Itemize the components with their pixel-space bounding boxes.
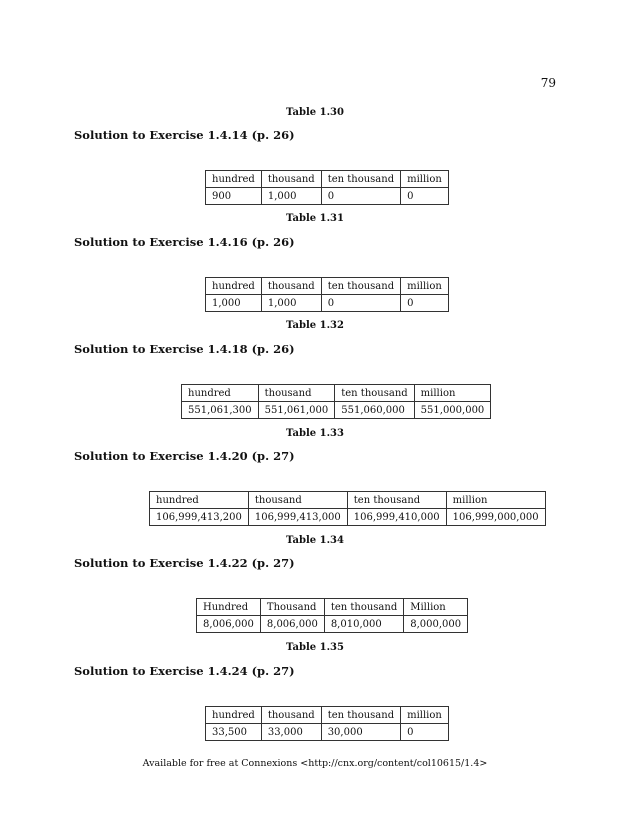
value-cell: 0 — [321, 295, 400, 312]
header-cell: hundred — [150, 492, 249, 509]
header-cell: thousand — [261, 707, 321, 724]
value-cell: 1,000 — [261, 295, 321, 312]
value-cell: 551,061,000 — [258, 402, 335, 419]
header-cell: hundred — [206, 171, 262, 188]
header-cell: ten thousand — [335, 385, 414, 402]
table-caption: Table 1.35 — [286, 642, 344, 653]
value-cell: 33,000 — [261, 724, 321, 741]
header-cell: Million — [404, 599, 468, 616]
page-footer: Available for free at Connexions <http://cnx.org/content/col10615/1.4> — [142, 758, 488, 769]
header-cell: million — [414, 385, 491, 402]
table-header-row — [206, 707, 449, 724]
header-cell: ten thousand — [321, 171, 400, 188]
value-cell: 8,010,000 — [324, 616, 403, 633]
value-cell: 33,500 — [206, 724, 262, 741]
solution-table — [205, 277, 449, 312]
header-cell: ten thousand — [321, 278, 400, 295]
solution-table — [196, 598, 468, 633]
header-cell: Hundred — [197, 599, 261, 616]
header-cell: thousand — [261, 278, 321, 295]
solution-heading: Solution to Exercise 1.4.16 (p. 26) — [74, 235, 295, 249]
header-cell: ten thousand — [321, 707, 400, 724]
solution-heading: Solution to Exercise 1.4.14 (p. 26) — [74, 128, 295, 142]
table-caption: Table 1.30 — [286, 107, 344, 118]
header-cell: thousand — [248, 492, 347, 509]
header-cell: hundred — [182, 385, 259, 402]
header-cell: thousand — [258, 385, 335, 402]
value-cell: 106,999,000,000 — [446, 509, 545, 526]
value-cell: 551,000,000 — [414, 402, 491, 419]
value-cell: 551,061,300 — [182, 402, 259, 419]
table-caption: Table 1.32 — [286, 320, 344, 331]
value-cell: 1,000 — [206, 295, 262, 312]
solution-heading: Solution to Exercise 1.4.20 (p. 27) — [74, 449, 295, 463]
table-caption: Table 1.33 — [286, 428, 344, 439]
table-row — [206, 295, 449, 312]
value-cell: 30,000 — [321, 724, 400, 741]
header-cell: million — [401, 707, 449, 724]
solution-heading: Solution to Exercise 1.4.22 (p. 27) — [74, 556, 295, 570]
table-row — [197, 616, 468, 633]
table-header-row — [206, 278, 449, 295]
header-cell: ten thousand — [347, 492, 446, 509]
value-cell: 106,999,410,000 — [347, 509, 446, 526]
header-cell: ten thousand — [324, 599, 403, 616]
header-cell: million — [446, 492, 545, 509]
header-cell: million — [401, 171, 449, 188]
table-header-row — [182, 385, 491, 402]
table-row — [182, 402, 491, 419]
value-cell: 900 — [206, 188, 262, 205]
value-cell: 0 — [321, 188, 400, 205]
value-cell: 106,999,413,200 — [150, 509, 249, 526]
header-cell: hundred — [206, 707, 262, 724]
solution-table — [205, 170, 449, 205]
solution-table — [149, 491, 546, 526]
table-header-row — [197, 599, 468, 616]
table-caption: Table 1.34 — [286, 535, 344, 546]
solution-table — [205, 706, 449, 741]
value-cell: 0 — [401, 295, 449, 312]
value-cell: 8,006,000 — [197, 616, 261, 633]
header-cell: Thousand — [260, 599, 324, 616]
solution-heading: Solution to Exercise 1.4.18 (p. 26) — [74, 342, 295, 356]
value-cell: 0 — [401, 724, 449, 741]
value-cell: 8,006,000 — [260, 616, 324, 633]
table-row — [150, 509, 546, 526]
table-row — [206, 724, 449, 741]
solution-table — [181, 384, 491, 419]
page-number: 79 — [540, 76, 556, 90]
value-cell: 0 — [401, 188, 449, 205]
header-cell: thousand — [261, 171, 321, 188]
table-caption: Table 1.31 — [286, 213, 344, 224]
header-cell: million — [401, 278, 449, 295]
value-cell: 8,000,000 — [404, 616, 468, 633]
value-cell: 106,999,413,000 — [248, 509, 347, 526]
value-cell: 551,060,000 — [335, 402, 414, 419]
table-row — [206, 188, 449, 205]
table-header-row — [150, 492, 546, 509]
header-cell: hundred — [206, 278, 262, 295]
solution-heading: Solution to Exercise 1.4.24 (p. 27) — [74, 664, 295, 678]
table-header-row — [206, 171, 449, 188]
value-cell: 1,000 — [261, 188, 321, 205]
